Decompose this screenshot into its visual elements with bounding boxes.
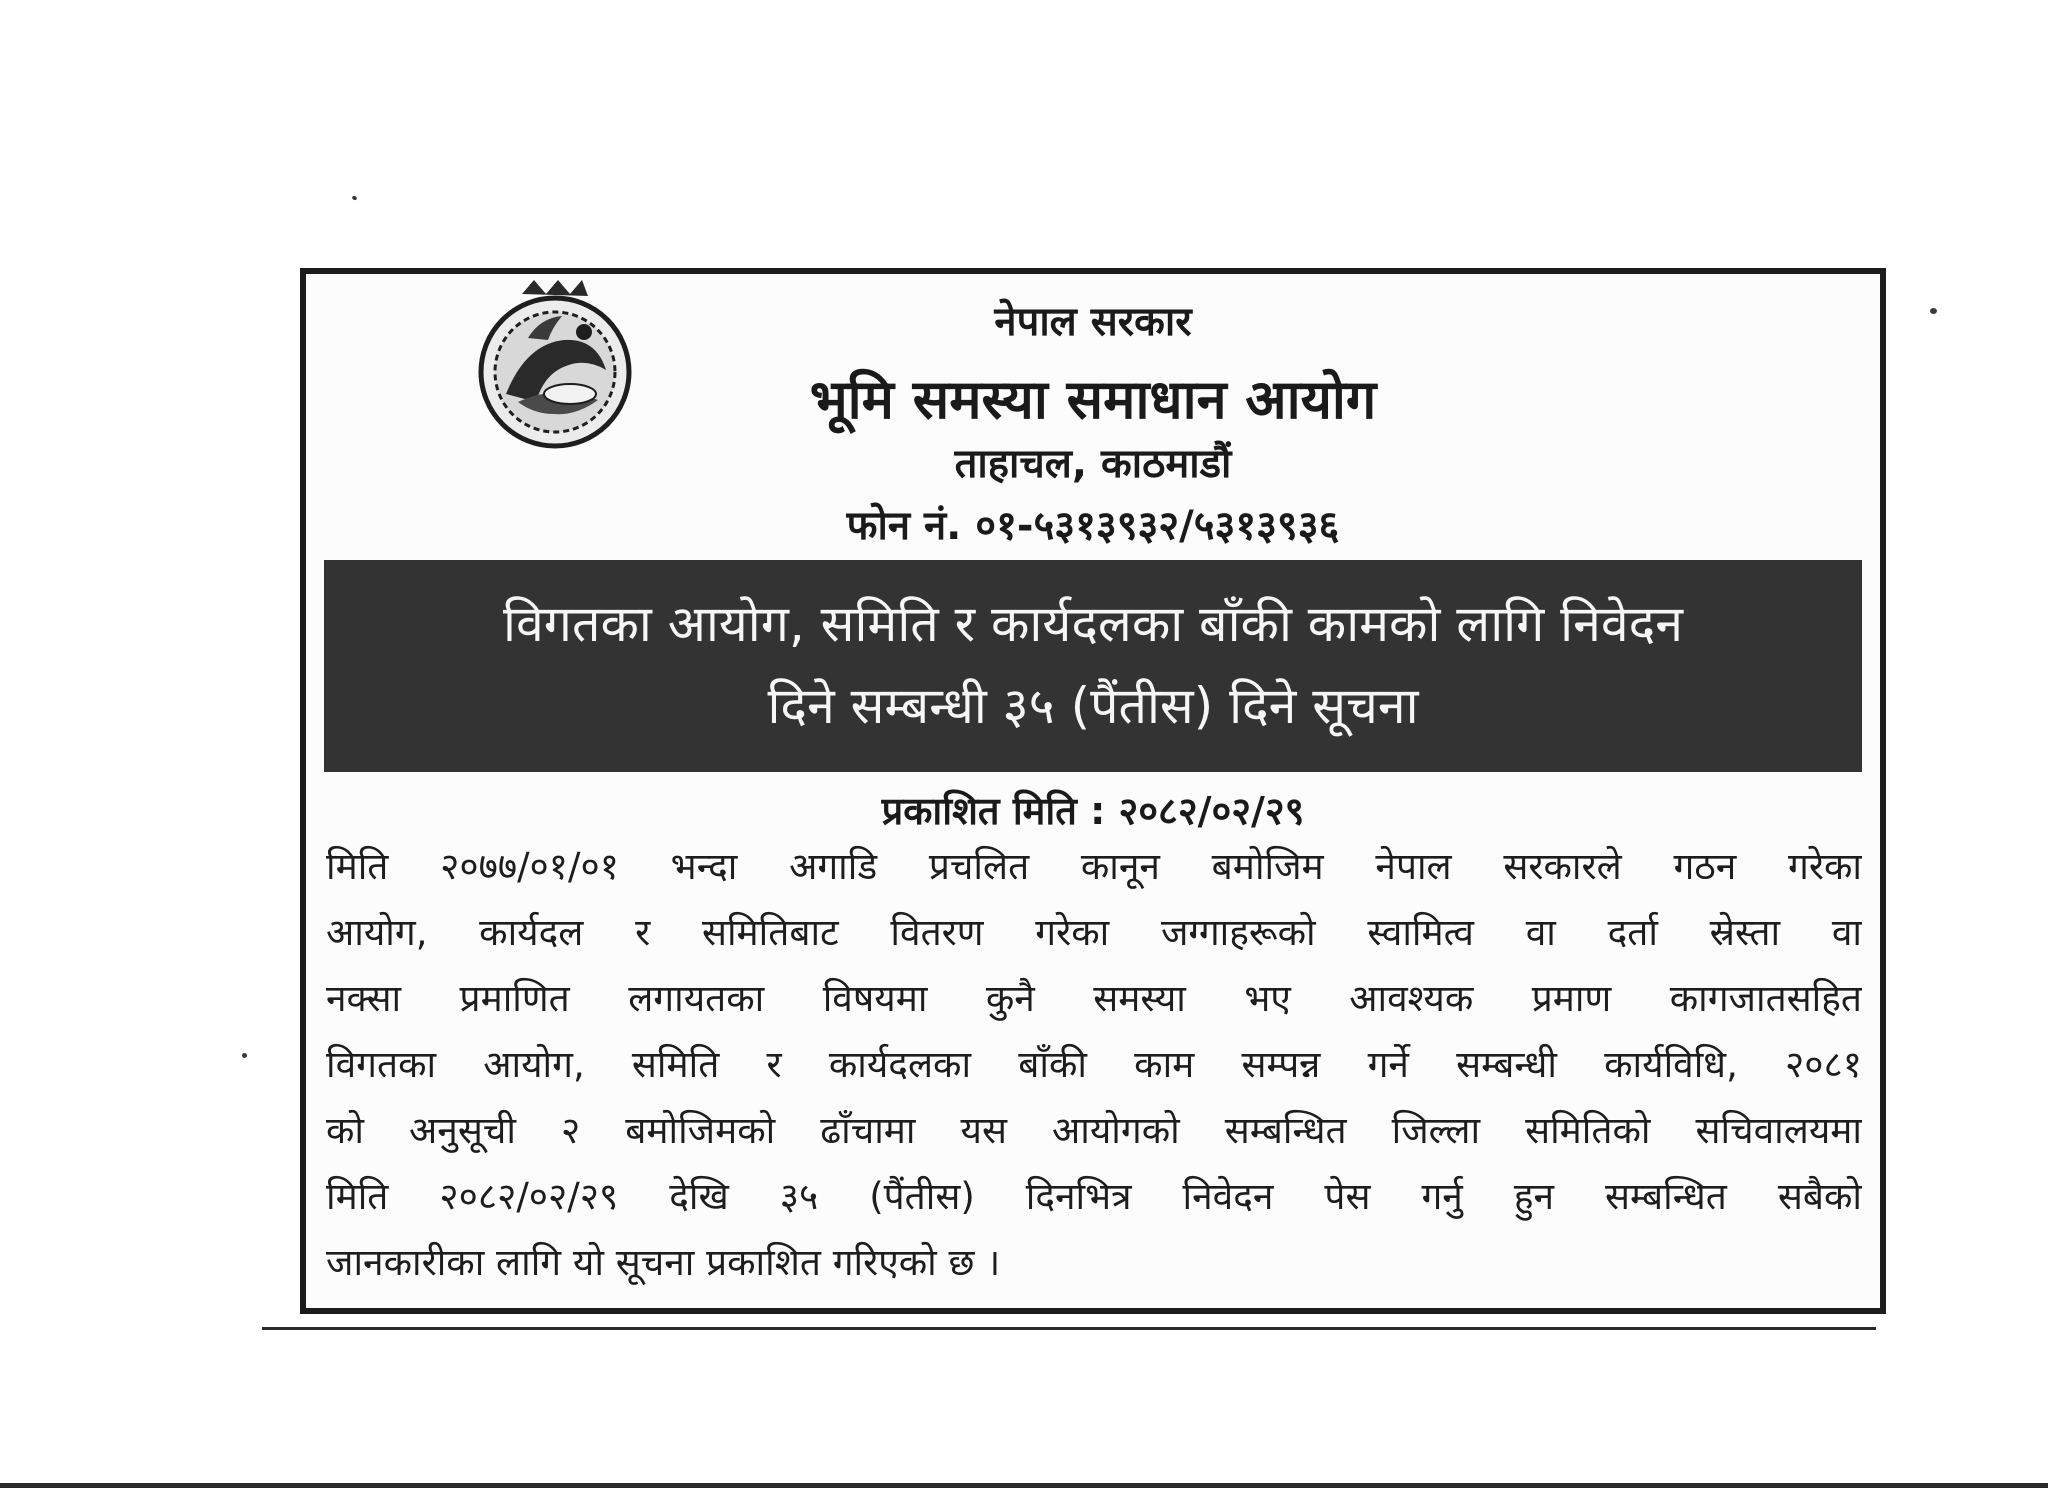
government-name: नेपाल सरकार bbox=[994, 299, 1192, 345]
body-line: आयोग, कार्यदल र समितिबाट वितरण गरेका जग्गाहरूको स्वामित्व वा दर्ता स्रेस्ता वा bbox=[326, 911, 1862, 954]
notice-frame bbox=[300, 268, 1886, 1314]
scan-speck bbox=[351, 195, 357, 201]
organization-address: ताहाचल, काठमाडौं bbox=[954, 441, 1232, 487]
body-line: मिति २०७७/०१/०१ भन्दा अगाडि प्रचलित कानून बमोजिम नेपाल सरकारले गठन गरेका bbox=[326, 845, 1862, 888]
scan-speck bbox=[242, 1053, 247, 1058]
scan-speck bbox=[1930, 308, 1937, 314]
body-line: विगतका आयोग, समिति र कार्यदलका बाँकी काम सम्पन्न गर्ने सम्बन्धी कार्यविधि, २०८१ bbox=[326, 1043, 1862, 1086]
notice-title-line-1: विगतका आयोग, समिति र कार्यदलका बाँकी कामको लागि निवेदन bbox=[503, 595, 1683, 653]
body-line: को अनुसूची २ बमोजिमको ढाँचामा यस आयोगको सम्बन्धित जिल्ला समितिको सचिवालयमा bbox=[326, 1109, 1862, 1152]
publish-date: प्रकाशित मिति : २०८२/०२/२९ bbox=[881, 789, 1305, 833]
body-line: नक्सा प्रमाणित लगायतका विषयमा कुनै समस्या भए आवश्यक प्रमाण कागजातसहित bbox=[326, 977, 1862, 1020]
body-line: मिति २०८२/०२/२९ देखि ३५ (पैंतीस) दिनभित्र निवेदन पेस गर्नु हुन सम्बन्धित सबैको bbox=[326, 1175, 1862, 1218]
divider-rule bbox=[262, 1327, 1876, 1330]
notice-body bbox=[326, 834, 1862, 1296]
notice-title-band bbox=[324, 560, 1862, 772]
body-line: जानकारीका लागि यो सूचना प्रकाशित गरिएको छ । bbox=[326, 1241, 1001, 1284]
notice-title-line-2: दिने सम्बन्धी ३५ (पैंतीस) दिने सूचना bbox=[767, 677, 1419, 735]
organization-phone: फोन नं. ०१-५३१३९३२/५३१३९३६ bbox=[846, 503, 1340, 549]
organization-name: भूमि समस्या समाधान आयोग bbox=[809, 368, 1377, 431]
scan-bottom-edge bbox=[0, 1483, 2048, 1488]
